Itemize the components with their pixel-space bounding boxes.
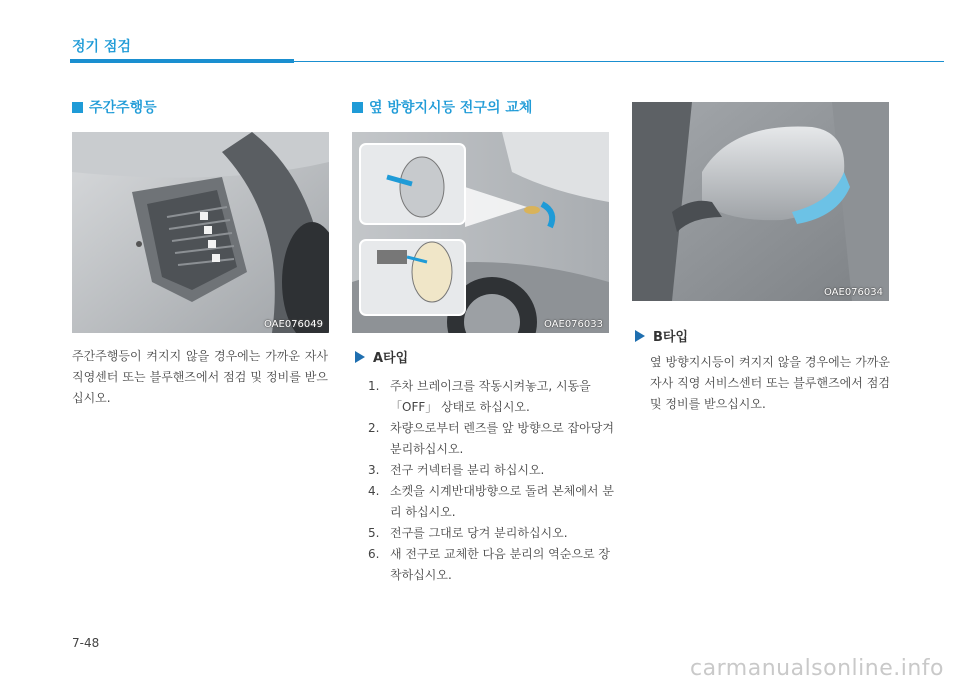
step-text: 전구 커넥터를 분리 하십시오. [390,463,545,477]
side-repeater-a-photo [352,132,609,333]
step-item [368,460,616,481]
side-repeater-title-text: 옆 방향지시등 전구의 교체 [369,100,533,116]
step-item [368,544,616,586]
type-b-body-text: 옆 방향지시등이 켜지지 않을 경우에는 가까운 자사 직영 서비스센터 또는 블루핸즈에서 점검 및 정비를 받으십시오. [650,355,890,411]
triangle-bullet-icon [355,351,365,363]
type-b-subheading [635,326,688,345]
step-number: 3. [368,463,380,477]
side-repeater-a-image-code: OAE076033 [543,319,603,330]
drl-image-code: OAE076049 [263,319,323,330]
drl-photo [72,132,329,333]
header-rule [294,61,944,62]
side-repeater-section-title [352,97,532,117]
square-bullet-icon [352,102,363,113]
side-repeater-b-image-code: OAE076034 [823,287,883,298]
drl-section-title [72,97,157,117]
step-number: 2. [368,421,380,435]
type-a-label: A타입 [373,351,409,366]
step-text: 주차 브레이크를 작동시켜놓고, 시동을 「OFF」 상태로 하십시오. [390,379,591,414]
drl-title-text: 주간주행등 [89,100,157,116]
type-a-subheading [355,347,408,366]
step-text: 소켓을 시계반대방향으로 돌려 본체에서 분리 하십시오. [390,484,614,519]
type-b-label: B타입 [653,330,689,345]
step-text: 전구를 그대로 당겨 분리하십시오. [390,526,568,540]
watermark: carmanualsonline.info [690,656,944,681]
page-number: 7-48 [72,636,100,650]
drl-illustration [72,132,329,333]
square-bullet-icon [72,102,83,113]
side-repeater-a-illustration [352,132,609,333]
step-item [368,481,616,523]
step-number: 1. [368,379,380,393]
side-repeater-b-illustration [632,102,889,301]
triangle-bullet-icon [635,330,645,342]
step-item [368,523,616,544]
replacement-steps [368,376,616,586]
step-text: 새 전구로 교체한 다음 분리의 역순으로 장착하십시오. [390,547,610,582]
drl-body-text: 주간주행등이 켜지지 않을 경우에는 가까운 자사 직영센터 또는 블루핸즈에서 점검 및 정비를 받으십시오. [72,349,328,405]
header-accent-bar [70,59,294,63]
step-item [368,418,616,460]
section-header: 정기 점검 [72,39,131,55]
step-number: 4. [368,484,380,498]
step-number: 6. [368,547,380,561]
side-repeater-b-photo [632,102,889,301]
step-item [368,376,616,418]
step-text: 차량으로부터 렌즈를 앞 방향으로 잡아당겨 분리하십시오. [390,421,614,456]
step-number: 5. [368,526,380,540]
